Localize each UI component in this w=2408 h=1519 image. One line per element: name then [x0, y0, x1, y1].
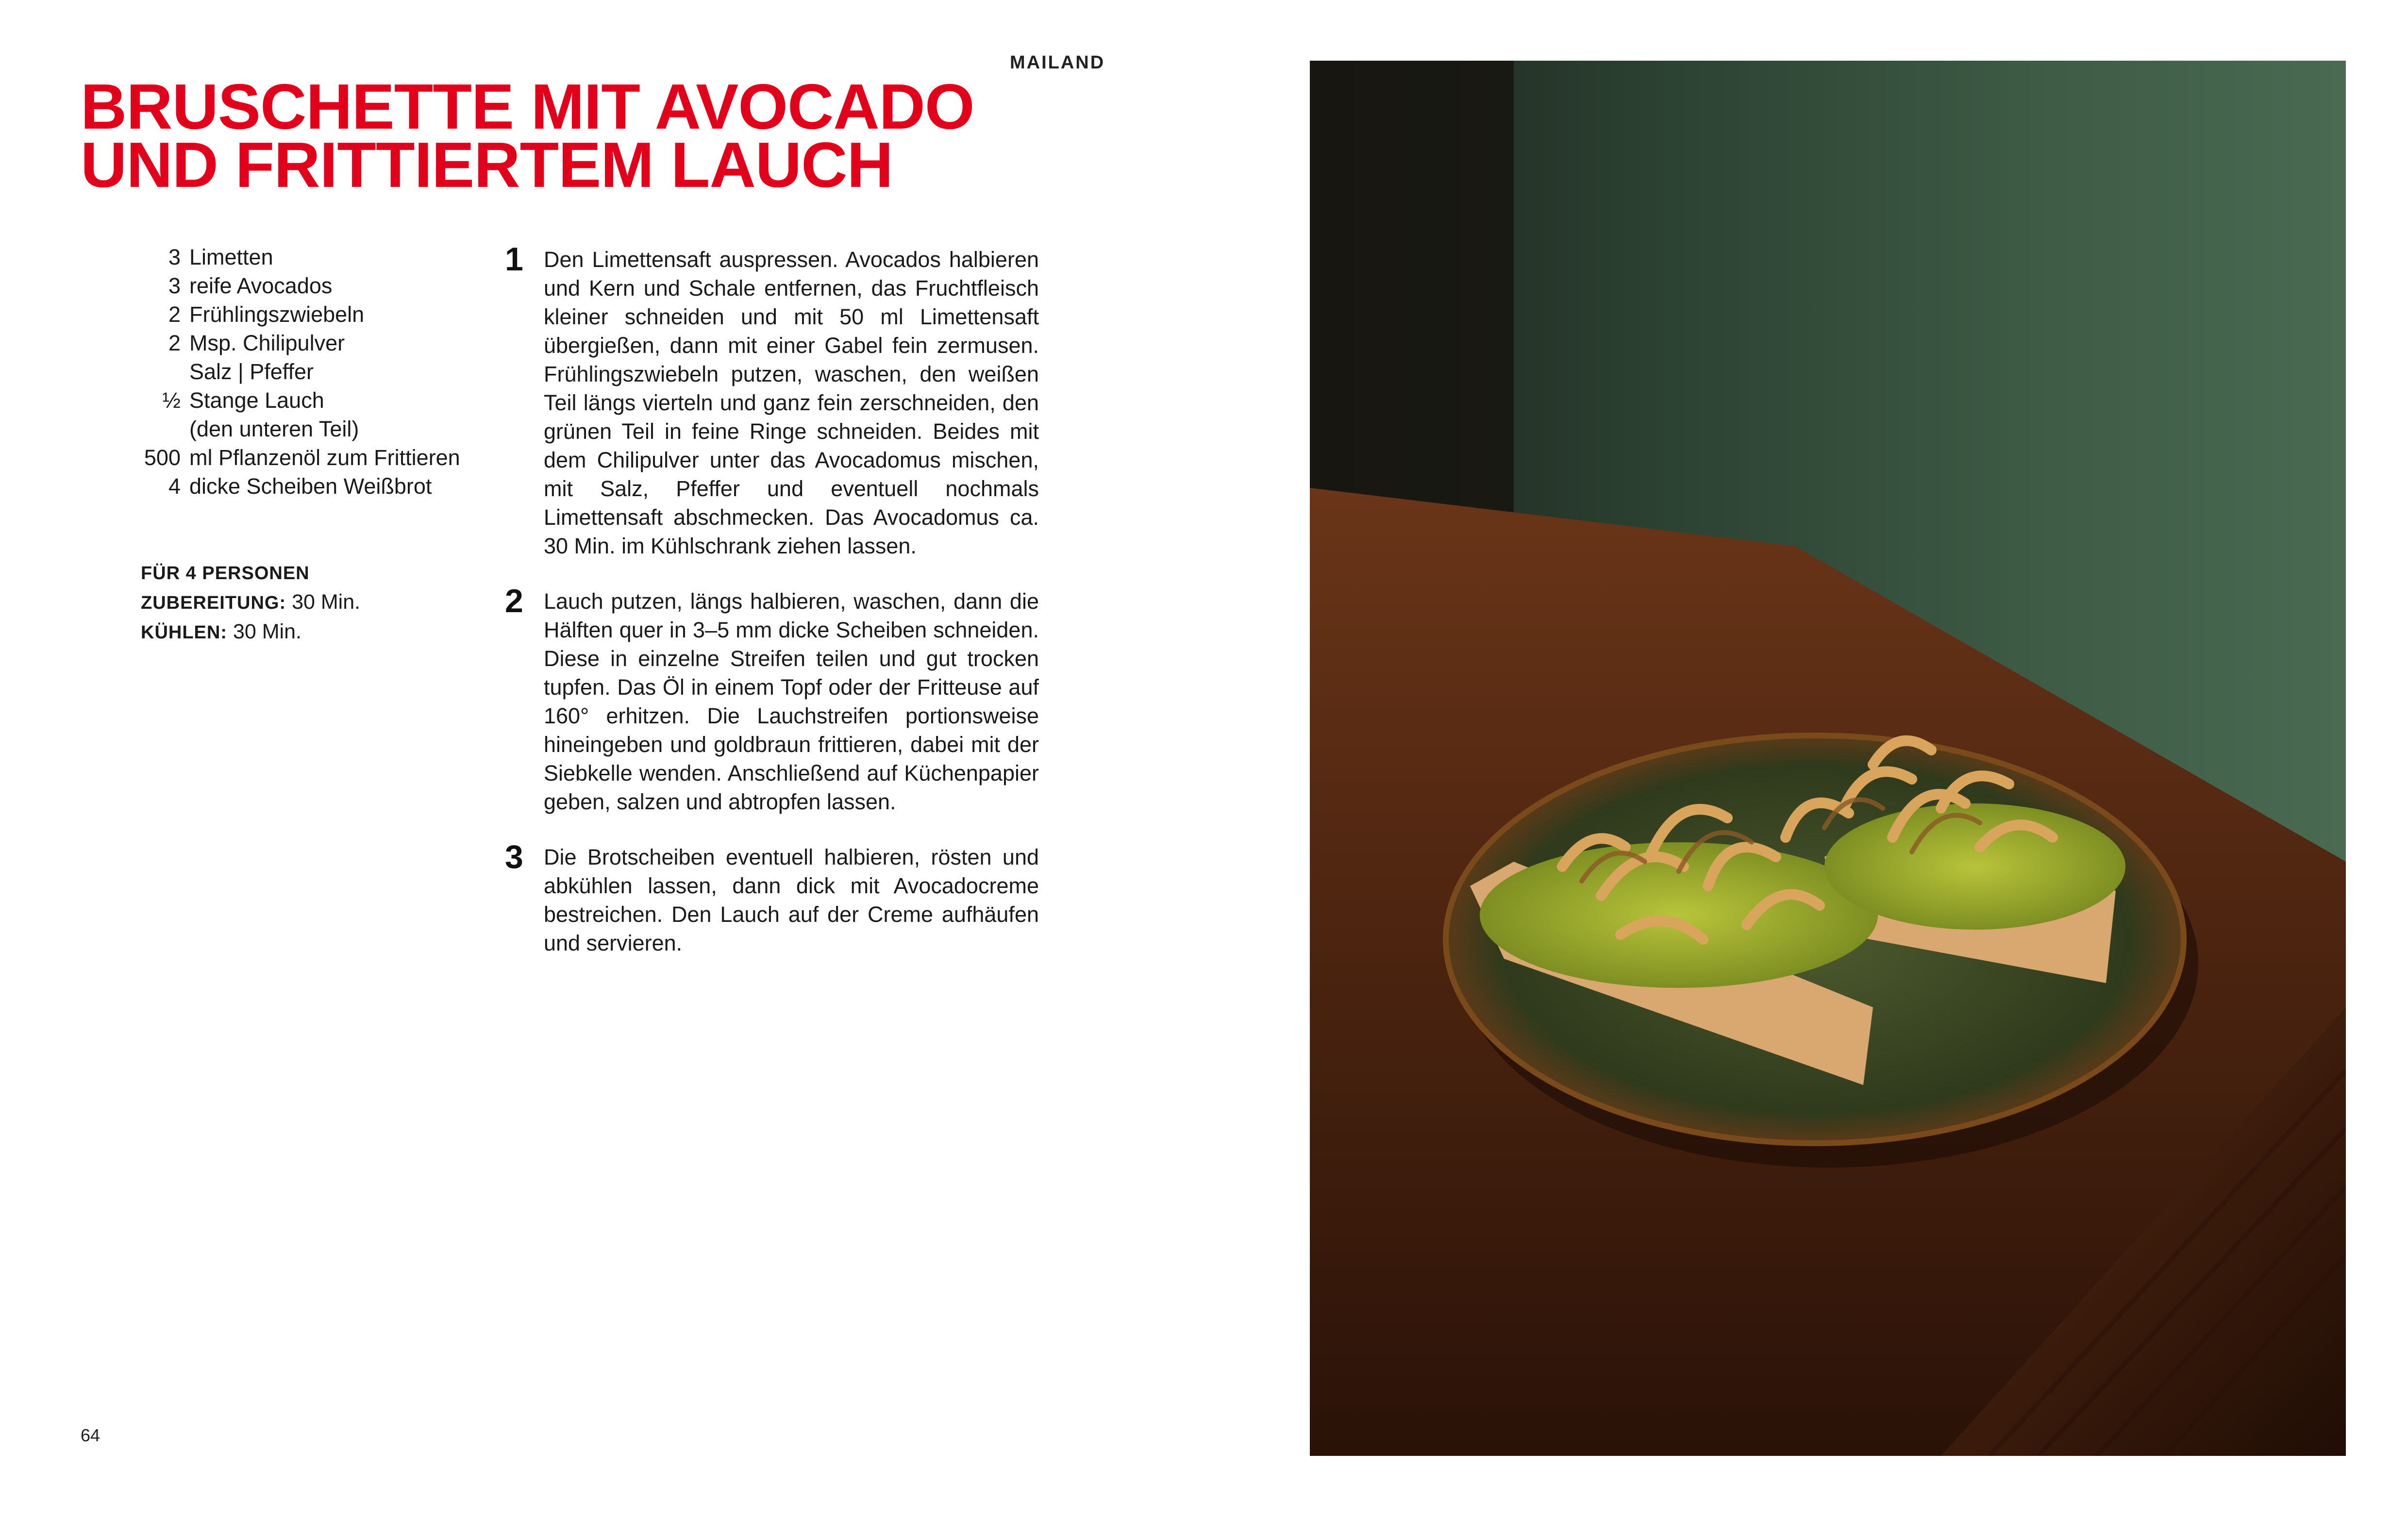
chill-time: [141, 618, 360, 647]
ingredient-name: Salz | Pfeffer: [189, 359, 314, 384]
title-line-2: UND FRITTIERTEM LAUCH: [81, 129, 893, 200]
ingredient-item: [131, 472, 500, 501]
ingredient-quantity: 2: [168, 331, 181, 355]
bruschetta-photo-illustration: [1310, 61, 2346, 1456]
ingredient-name: Limetten: [189, 245, 273, 269]
step-1: [505, 241, 1039, 560]
ingredient-item: [131, 386, 500, 415]
prep-time: [141, 588, 360, 618]
ingredient-quantity: 4: [168, 474, 181, 499]
step-number: 1: [505, 241, 523, 278]
ingredient-item: [131, 300, 500, 329]
ingredient-name: reife Avocados: [189, 273, 333, 298]
ingredient-item: [131, 243, 500, 271]
step-number: 2: [505, 583, 523, 619]
recipe-photo: [1310, 61, 2346, 1456]
chill-value: 30 Min.: [233, 620, 301, 643]
ingredient-item: [131, 357, 500, 386]
servings: [141, 558, 360, 588]
ingredient-name: Frühlingszwiebeln: [189, 302, 365, 327]
ingredient-quantity: 3: [168, 245, 181, 269]
recipe-title: [81, 71, 1100, 200]
title-line-1: BRUSCHETTE MIT AVOCADO: [81, 71, 974, 142]
ingredient-name: Msp. Chilipulver: [189, 331, 345, 355]
chill-label: KÜHLEN:: [141, 622, 227, 643]
step-2: [505, 583, 1039, 816]
ingredient-quantity: 2: [168, 302, 181, 327]
ingredient-quantity: 500: [144, 445, 181, 470]
ingredient-quantity: 3: [168, 273, 181, 298]
step-text: Die Brotscheiben eventuell halbieren, rösten und abkühlen lassen, dann dick mit Avocadocreme bestreichen. Den Lauch auf der Creme aufhäufen und servieren.: [544, 845, 1039, 955]
step-text: Lauch putzen, längs halbieren, waschen, dann die Hälften quer in 3–5 mm dicke Scheiben schneiden. Diese in einzelne Streifen teilen und gut trocken tupfen. Das Öl in einem Topf oder der Fritteuse auf 160° erhitzen. Die Lauchstreifen portionsweise hineingeben und goldbraun frittieren, dabei mit der Siebkelle wenden. Anschließend auf Küchenpapier geben, salzen und abtropfen lassen.: [544, 589, 1039, 814]
ingredient-item: [131, 329, 500, 357]
ingredient-name: Stange Lauch: [189, 388, 324, 413]
ingredient-name: dicke Scheiben Weißbrot: [189, 474, 432, 499]
prep-value: 30 Min.: [292, 590, 361, 614]
ingredient-item: [131, 443, 500, 472]
prep-label: ZUBEREITUNG:: [141, 593, 286, 613]
ingredient-list: [131, 243, 500, 501]
ingredient-name: (den unteren Teil): [189, 417, 359, 441]
servings-label: FÜR 4 PERSONEN: [141, 563, 310, 584]
ingredient-quantity: [131, 415, 189, 443]
ingredient-quantity: ½: [162, 388, 181, 413]
ingredient-item: [131, 415, 500, 443]
section-label: MAILAND: [1010, 52, 1105, 73]
instruction-steps: [505, 241, 1039, 984]
ingredient-item: [131, 271, 500, 300]
step-3: [505, 838, 1039, 957]
step-number: 3: [505, 838, 523, 875]
ingredient-name: ml Pflanzenöl zum Frittieren: [189, 445, 460, 470]
page-number: 64: [81, 1425, 100, 1445]
recipe-meta: [141, 558, 360, 647]
ingredient-quantity: [131, 357, 189, 386]
step-text: Den Limettensaft auspressen. Avocados halbieren und Kern und Schale entfernen, das Fruchtfleisch kleiner schneiden und mit 50 ml Limettensaft übergießen, dann mit einer Gabel fein zermusen. Frühlingszwiebeln putzen, waschen, den weißen Teil längs vierteln und ganz fein zerschneiden, den grünen Teil in feine Ringe schneiden. Beides mit dem Chilipulver unter das Avocadomus mischen, mit Salz, Pfeffer und eventuell nochmals Limettensaft abschmecken. Das Avocadomus ca. 30 Min. im Kühlschrank ziehen lassen.: [544, 247, 1039, 558]
